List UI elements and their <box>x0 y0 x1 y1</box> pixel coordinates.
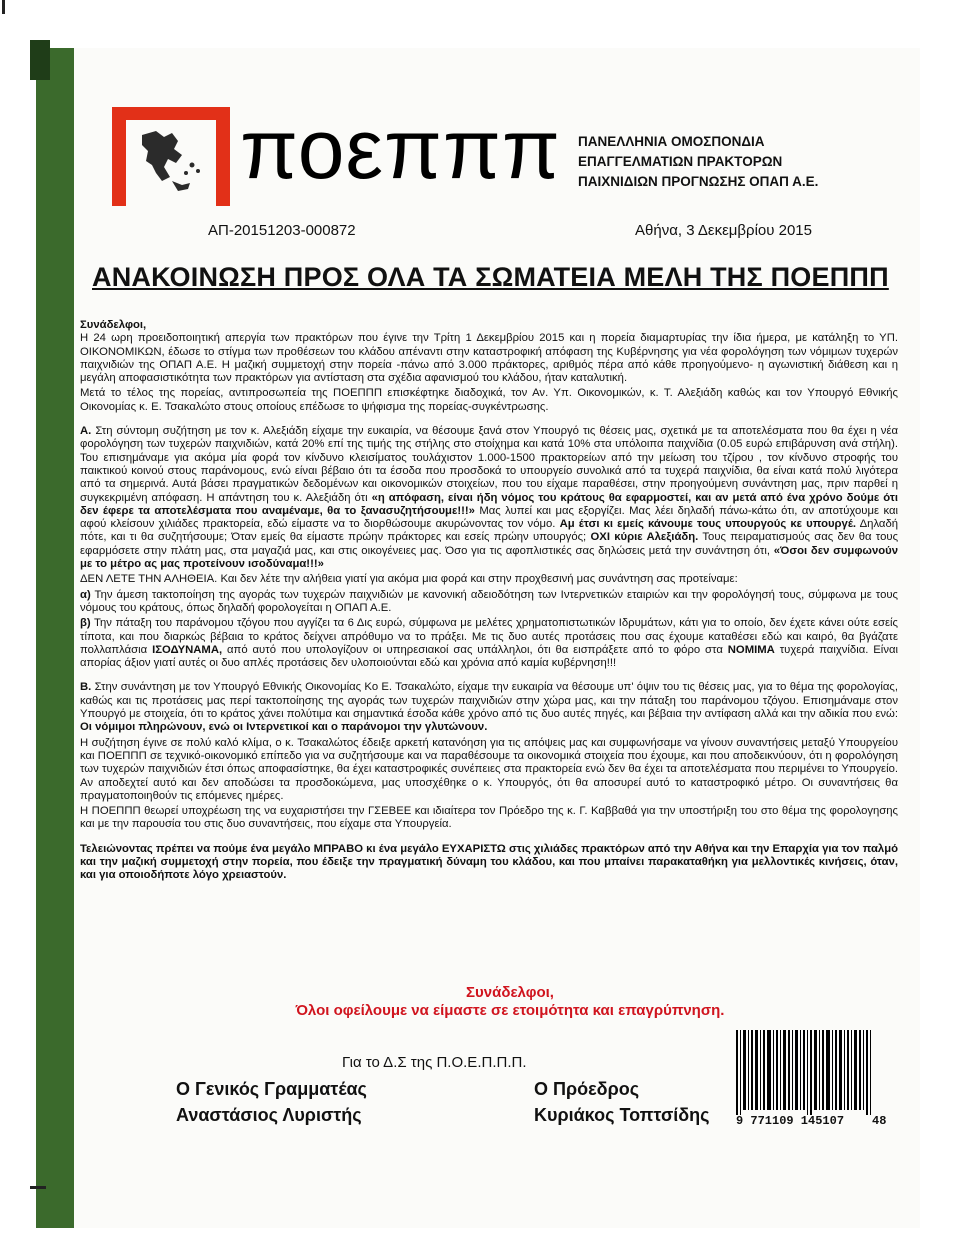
board-signoff: Για το Δ.Σ της Π.Ο.Ε.Π.Π.Π. <box>342 1054 527 1071</box>
paragraph: Η συζήτηση έγινε σε πολύ καλό κλίμα, ο κ. Τσακαλώτος έδειξε αρκετή κατανόηση για τις απόψεις μας και συμφωνήσαμε να γίνουν συναντήσεις μεταξύ Υπουργείου και ΠΟΕΠΠΠ σε τεχνικό-οικονομικό επίπεδο για να συζητήσουμε και να παραθέσουμε τα οικονομικά στοιχεία που έχουμε, και που αποδεικνύουν, ότι η φορολόγηση των τυχερών παιχνιδιών έτσι όπως αποφασίστηκε, θα έχει καταστροφικές συνέπειες στα πρακτορεία ενώ δεν θα έχει τα αποτελέσματα που περιμένει το Υπουργείο. Αν αποδεχτεί αυτό και δεν αποδώσει τα προσδοκώμενα, μας υποσχέθηκε ο κ. Υπουργός, ότι θα αποσυρεί αυτό το καταστροφικό μέτρο. Οι συναντήσεις θα πραγματοποιηθούν τις επόμενες ημέρες. <box>80 736 898 802</box>
signature-title: Ο Γενικός Γραμματέας <box>176 1079 367 1099</box>
closing-slogan <box>180 984 840 1020</box>
paragraph: Μετά το τέλος της πορείας, αντιπροσωπεία της ΠΟΕΠΠΠ επισκέφτηκε διαδοχικά, τον Αν. Υπ. Οικονομικών, κ. Τ. Αλεξιάδη καθώς και τον Υπουργό Εθνικής Οικονομίας κ. Ε. Τσακαλώτο στους οποίους επέδωσε το ψήφισμα της πορείας-συγκέντρωσης. <box>80 387 898 413</box>
organization-name <box>578 132 818 192</box>
paragraph: ΔΕΝ ΛΕΤΕ ΤΗΝ ΑΛΗΘΕΙΑ. Και δεν λέτε την αλήθεια γιατί για ακόμα μια φορά και στην προχθεσινή μας συνάντηση σας προτείναμε: <box>80 573 738 586</box>
reference-number: ΑΠ-20151203-000872 <box>208 222 356 239</box>
signature-president <box>534 1076 710 1128</box>
announcement-body <box>80 319 898 885</box>
scan-mark <box>30 1186 46 1189</box>
org-line: ΠΑΝΕΛΛΗΝΙΑ ΟΜΟΣΠΟΝΔΙΑ <box>578 134 765 149</box>
section-a: Α. Στη σύντομη συζήτηση με τον κ. Αλεξιάδη είχαμε την ευκαιρία, να θέσουμε ξανά στον Υπουργό τις θέσεις μας, σχετικά με τα αποτελέσματα που θα έχει η νέα φορολόγηση των τυχερών παιχνιδιών, κατά 20% επί της τιμής της στήλης στο στοίχημα και κατά 10% στα υπόλοιπα παιχνίδια (0.05 ευρώ επιβάρυνση ανά στήλη). Του επισημάναμε για ακόμα μία φορά τον κίνδυνο κλεισίματος τουλάχιστον 1.000-1500 πρακτορείων από την μείωση του τζίρου , τον κίνδυνο στροφής του παικτικού κοινού στους παράνομους, ενώ είναι βέβαιο ότι τα έσοδα που προσδοκά το υπουργείο συνολικά από τα τυχερά παιχνίδια, θα είναι κατά πολύ λιγότερα από τα σημερινά. Αυτά βάσει πραγματικών δεδομένων και οικονομικών στοιχείων, που του είχαμε παραθέσει, στην προηγούμενη συνάντηση μας, πριν παρθεί η συγκεκριμένη απόφαση. Η απάντηση του κ. Αλεξιάδη ότι «η απόφαση, είναι ήδη νόμος του κράτους θα εφαρμοστεί, και αν μετά από ένα χρόνο δούμε ότι δεν έφερε τα αποτελέσματα που αναμέναμε, θα το ξανασυζητήσουμε!!!» Μας λυπεί και μας εξοργίζει. Μας λέει δηλαδή πάνω-κάτω ότι, αν αποτύχουμε και αφού κλείσουν χιλιάδες πρακτορεία, εδώ είμαστε να το διορθώσουμε ακυρώνοντας τον νόμο. Αμ έτσι κι εμείς κάνουμε τους υπουργούς κε υπουργέ. Δηλαδή πότε, και τι θα συζητήσουμε; Όταν εμείς θα είμαστε πρώην πράκτορες και εσείς πρώην υπουργός; ΟΧΙ κύριε Αλεξιάδη. Τους πειραματισμούς σας δεν θα τους εφαρμόσετε στην πλάτη μας, στα μαγαζιά μας, και στις οικογένειες μας. Όσο για τις αφοπλιστικές σας δηλώσεις μετά την συνάντηση ότι, «Όσοι δεν συμφωνούν με το μέτρο ας μας προτείνουν ισοδύναμα!!!» <box>80 425 899 571</box>
scan-mark <box>2 0 5 14</box>
paragraph: Η 24 ωρη προειδοποιητική απεργία των πρακτόρων που έγινε την Τρίτη 1 Δεκεμβρίου 2015 και η πορεία διαμαρτυρίας την ίδια ήμερα, με κατάληξη το ΥΠ. ΟΙΚΟΝΟΜΙΚΩΝ, έδωσε το στίγμα των προθέσεων του κλάδου απέναντι στην καταστροφική απόφαση της Κυβέρνησης για νέα φορολόγηση των νόμιμων τυχερών παιχνιδιών της ΟΠΑΠ Α.Ε. Η μαζική συμμετοχή στην πορεία -πάνω από 3.000 πράκτορες, αριθμός πέρα από κάθε προηγούμενο- η αγωνιστική διάθεση και η μεγάλη αποφασιστικότητα των πρακτόρων για αντίσταση στα σχέδια αφανισμού του κλάδου, ήταν καταλυτική. <box>80 332 898 385</box>
paragraph-thanks: Τελειώνοντας πρέπει να πούμε ένα μεγάλο ΜΠΡΑΒΟ κι ένα μεγάλο ΕΥΧΑΡΙΣΤΩ στις χιλιάδες πρακτόρων από την Αθήνα και την Επαρχία για τον παλμό και την μαζική συμμετοχή στην πορεία, που έδειξε την πραγματική δύναμη του κλάδου, και που μπαίνει παρακαταθήκη για μελλοντικές κινήσεις, όταν, και για οποιοδήποτε λόγο χρειαστούν. <box>80 842 899 882</box>
proposal-beta: β) Την πάταξη του παράνομου τζόγου που αγγίζει τα 6 Δις ευρώ, σύμφωνα με μελέτες χρηματοπιστωτικών Ιδρυμάτων, κάτι για το οποίο, δεν έχετε κάνει ούτε εσείς τίποτα, και που διαρκώς βέβαια το κράτος δείχνει απρόθυμο να το πράξει. Με τις δυο αυτές προτάσεις που σας έχουμε καταθέσει εδώ και καιρό, θα βγάζατε πολλαπλάσια ΙΣΟΔΥΝΑΜΑ, από αυτό που υπολογίζουν οι υπηρεσιακοί σας υπάλληλοι, ότι θα εισπράξετε από το φόρο στα ΝΟΜΙΜΑ τυχερά παιχνίδια. Είναι απορίας άξιον γιατί αυτές οι δυο απλές προτάσεις δεν υλοποιούνται εδώ και χρόνια από καμία κυβέρνηση!!! <box>80 617 899 670</box>
section-b: Β. Στην συνάντηση με τον Υπουργό Εθνικής Οικονομίας Κο Ε. Τσακαλώτο, είχαμε την ευκαιρία να θέσουμε υπ' όψιν του τις θέσεις μας, για το θέμα της φορολογίας, καθώς και τις προτάσεις μας περί τακτοποίησης της αγοράς των τυχερών παιχνιδιών στην χώρα μας, και την πάταξη του παράνομου τζόγου. Επισημάναμε στον Υπουργό με στοιχεία, ότι το κράτος χάνει πολύτιμα και σημαντικά έσοδα κάθε χρόνο από τις δυο αυτές πηγές, και βέβαια την αντίφαση αλλά και την αδικία που ενώ: Οι νόμιμοι πληρώνουν, ενώ οι Ιντερνετικοί και ο παράνομοι την γλυτώνουν. <box>80 681 898 734</box>
closing-line: Όλοι οφείλουμε να είμαστε σε ετοιμότητα και επαγρύπνηση. <box>295 1002 725 1019</box>
closing-line: Συνάδελφοι, <box>466 984 554 1001</box>
proposal-alpha: α) Την άμεση τακτοποίηση της αγοράς των τυχερών παιχνιδιών με κανονική αδειοδότηση των Ιντερνετικών εταιριών και την φορολόγησή τους, σύμφωνα με τους νόμους του κράτους, όπως δηλαδή φορολογείται η ΟΠΑΠ Α.Ε. <box>80 588 898 614</box>
signature-name: Αναστάσιος Λυριστής <box>176 1105 362 1125</box>
issue-number: 48 <box>872 1114 887 1128</box>
barcode <box>736 1030 896 1132</box>
paragraph: Η ΠΟΕΠΠΠ θεωρεί υποχρέωση της να ευχαριστήσει την ΓΣΕΒΕΕ και ιδιαίτερα τον Πρόεδρο της κ. Γ. Καββαθά για την υποστήριξη του στο θέμα της φορολογησης και με την παρουσία του στις δυο συναντήσεις, που είχαμε στα Υπουργεία. <box>80 805 898 831</box>
org-line: ΠΑΙΧΝΙΔΙΩΝ ΠΡΟΓΝΩΣΗΣ ΟΠΑΠ Α.Ε. <box>578 174 819 189</box>
headline: ΑΝΑΚΟΙΝΩΣΗ ΠΡΟΣ ΟΛΑ ΤΑ ΣΩΜΑΤΕΙΑ ΜΕΛΗ ΤΗΣ ΠΟΕΠΠΠ <box>92 262 889 292</box>
signature-name: Κυριάκος Τοπτσίδης <box>534 1105 710 1125</box>
barcode-bars-icon <box>736 1030 896 1115</box>
signature-title: Ο Πρόεδρος <box>534 1079 640 1099</box>
logo-wordmark: ποεπππ <box>240 102 561 196</box>
greeting: Συνάδελφοι, <box>80 319 147 331</box>
poeppp-logo-icon <box>112 107 230 206</box>
signature-secretary <box>176 1076 367 1128</box>
org-line: ΕΠΑΓΓΕΛΜΑΤΙΩΝ ΠΡΑΚΤΟΡΩΝ <box>578 154 783 169</box>
document-date: Αθήνα, 3 Δεκεμβρίου 2015 <box>635 222 812 239</box>
barcode-digits: 9 771109 145107 <box>736 1114 845 1128</box>
